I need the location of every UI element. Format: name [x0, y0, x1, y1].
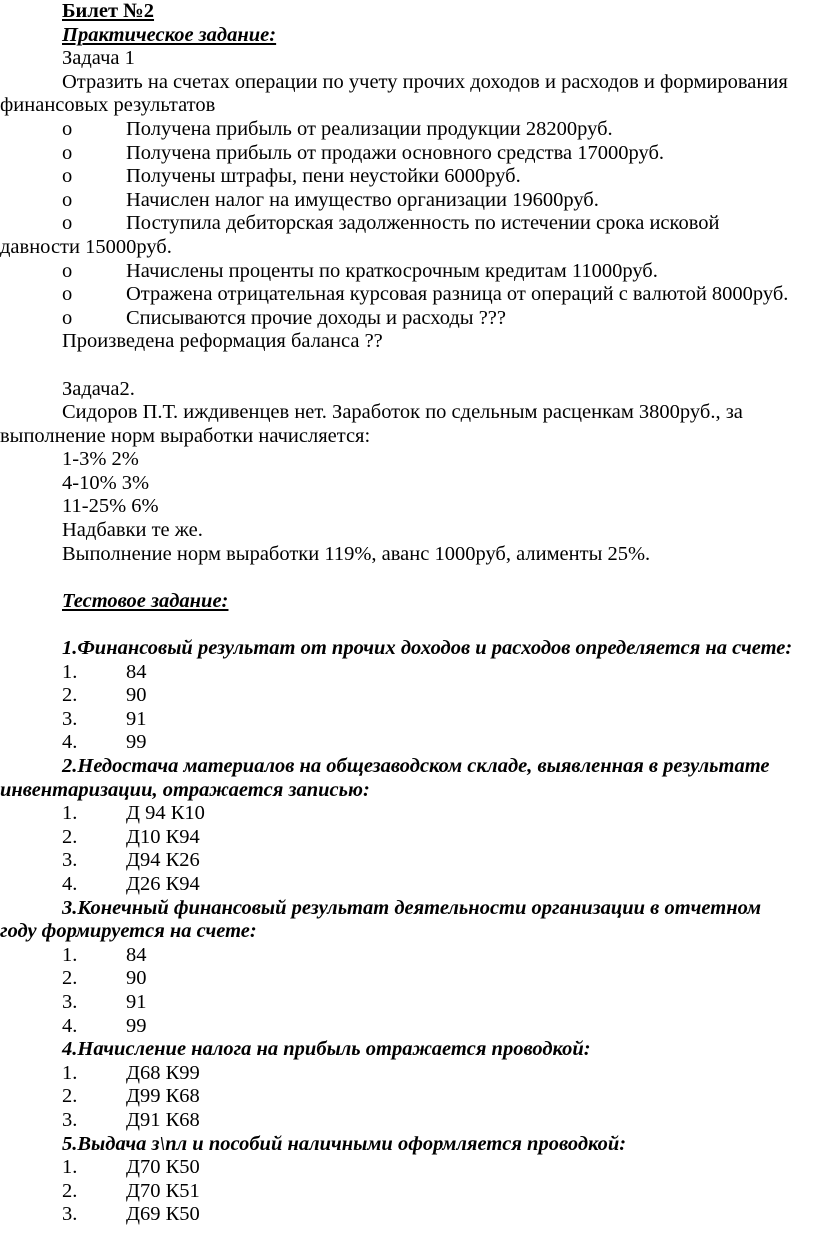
option-number: 1.: [62, 802, 78, 825]
option-text: 84: [126, 660, 147, 683]
option-number: 2.: [62, 825, 78, 848]
option-text: Д94 К26: [126, 849, 200, 872]
list-marker: o: [62, 212, 73, 235]
list-item-text: Начислены проценты по краткосрочным кредитам 11000руб.: [126, 259, 658, 282]
list-item-text: Получена прибыль от продажи основного средства 17000руб.: [126, 141, 665, 164]
task2-line-text: 1-3% 2%: [62, 448, 139, 471]
answer-option: [0, 873, 816, 897]
answer-option: [0, 1062, 816, 1086]
option-text: 91: [126, 990, 147, 1013]
question-text: [0, 1133, 816, 1157]
list-marker: o: [62, 141, 73, 164]
question-text-text: 2.Недостача материалов на общезаводском складе, выявленная в результате: [62, 755, 770, 777]
option-text: 99: [126, 1014, 147, 1037]
question-text: [0, 1038, 816, 1062]
practical-heading-text: Практическое задание:: [62, 23, 277, 46]
list-marker: o: [62, 306, 73, 329]
option-text: Д 94 К10: [126, 802, 205, 825]
list-marker: o: [62, 259, 73, 282]
option-text: Д69 К50: [126, 1203, 200, 1226]
option-text: Д70 К50: [126, 1156, 200, 1179]
question-text-text: 5.Выдача з\пл и пособий наличными оформляется проводкой:: [62, 1132, 627, 1155]
task2-line: [0, 495, 816, 519]
test-heading: [0, 590, 816, 614]
ticket-title-text: Билет №2: [62, 0, 155, 22]
task1-item: [0, 307, 816, 331]
option-text: Д99 К68: [126, 1085, 200, 1108]
task1-item: [0, 283, 816, 307]
option-number: 3.: [62, 1108, 78, 1131]
answer-option: [0, 661, 816, 685]
question-text: [0, 637, 816, 661]
option-number: 1.: [62, 660, 78, 683]
list-item-text: Поступила дебиторская задолженность по истечении срока исковой: [126, 212, 720, 235]
answer-option: [0, 1156, 816, 1180]
option-text: Д26 К94: [126, 872, 200, 895]
task1-item: [0, 189, 816, 213]
option-number: 2.: [62, 1085, 78, 1108]
task2-line-text: Выполнение норм выработки 119%, аванс 1000руб, алименты 25%.: [62, 542, 651, 565]
task1-closing-text: Произведена реформация баланса ??: [62, 330, 383, 353]
answer-option: [0, 944, 816, 968]
answer-option: [0, 1109, 816, 1133]
task1-intro-text: Отразить на счетах операции по учету прочих доходов и расходов и формирования: [62, 70, 788, 93]
option-text: 90: [126, 967, 147, 990]
blank-line: [0, 613, 816, 637]
option-text: Д10 К94: [126, 825, 200, 848]
task2-line-text: 11-25% 6%: [62, 495, 159, 518]
answer-option: [0, 967, 816, 991]
option-number: 2.: [62, 684, 78, 707]
list-marker: o: [62, 117, 73, 140]
option-text: Д70 К51: [126, 1179, 200, 1202]
task2-title-text: Задача2.: [62, 377, 135, 400]
blank-line: [0, 566, 816, 590]
task2-title: [0, 378, 816, 402]
task1-item: [0, 212, 816, 236]
option-number: 3.: [62, 1203, 78, 1226]
list-item-text: Отражена отрицательная курсовая разница от операций с валютой 8000руб.: [126, 283, 789, 306]
task2-intro: [0, 425, 816, 449]
answer-option: [0, 731, 816, 755]
task1-item: [0, 165, 816, 189]
answer-option: [0, 684, 816, 708]
option-number: 1.: [62, 1061, 78, 1084]
task2-intro-text: Сидоров П.Т. иждивенцев нет. Заработок по сдельным расценкам 3800руб., за: [62, 401, 743, 424]
question-text-text: 4.Начисление налога на прибыль отражается проводкой:: [62, 1038, 591, 1061]
question-text: [0, 755, 816, 779]
task2-intro-text: выполнение норм выработки начисляется:: [0, 424, 371, 447]
option-number: 4.: [62, 731, 78, 754]
task1-item: [0, 260, 816, 284]
task2-intro: [0, 401, 816, 425]
task2-line-text: 4-10% 3%: [62, 471, 150, 494]
question-text-text: инвентаризации, отражается записью:: [0, 778, 370, 801]
option-number: 1.: [62, 943, 78, 966]
list-item-text: Получены штрафы, пени неустойки 6000руб.: [126, 165, 521, 188]
task1-item-continuation-text: давности 15000руб.: [0, 235, 172, 258]
answer-option: [0, 991, 816, 1015]
question-text-text: 1.Финансовый результат от прочих доходов и расходов определяется на счете:: [62, 637, 793, 660]
task1-item-continuation: [0, 236, 816, 260]
task1-intro: [0, 71, 816, 95]
option-text: 99: [126, 731, 147, 754]
blank-line: [0, 354, 816, 378]
option-text: 91: [126, 707, 147, 730]
task2-line: [0, 472, 816, 496]
list-item-text: Получена прибыль от реализации продукции 28200руб.: [126, 117, 613, 140]
task1-closing: [0, 330, 816, 354]
list-item-text: Начислен налог на имущество организации 19600руб.: [126, 188, 599, 211]
option-number: 2.: [62, 1179, 78, 1202]
task2-line: [0, 448, 816, 472]
list-marker: o: [62, 165, 73, 188]
question-text: [0, 897, 816, 921]
question-text-text: 3.Конечный финансовый результат деятельности организации в отчетном: [62, 896, 762, 919]
option-number: 4.: [62, 1014, 78, 1037]
option-number: 3.: [62, 707, 78, 730]
task1-intro-text: финансовых результатов: [0, 94, 216, 117]
answer-option: [0, 1085, 816, 1109]
task2-line-text: Надбавки те же.: [62, 519, 203, 542]
option-text: 90: [126, 684, 147, 707]
answer-option: [0, 1015, 816, 1039]
answer-option: [0, 708, 816, 732]
task1-item: [0, 142, 816, 166]
option-number: 3.: [62, 990, 78, 1013]
task1-item: [0, 118, 816, 142]
answer-option: [0, 849, 816, 873]
option-text: 84: [126, 943, 147, 966]
question-text-text: году формируется на счете:: [0, 920, 257, 943]
option-text: Д91 К68: [126, 1108, 200, 1131]
option-number: 4.: [62, 872, 78, 895]
task1-title: [0, 47, 816, 71]
option-number: 2.: [62, 967, 78, 990]
answer-option: [0, 1203, 816, 1227]
ticket-title: [0, 0, 816, 24]
list-item-text: Списываются прочие доходы и расходы ???: [126, 306, 507, 329]
practical-heading: [0, 24, 816, 48]
question-text: [0, 920, 816, 944]
test-heading-text: Тестовое задание:: [62, 589, 229, 612]
option-number: 1.: [62, 1156, 78, 1179]
task1-title-text: Задача 1: [62, 47, 135, 70]
question-text: [0, 779, 816, 803]
answer-option: [0, 1180, 816, 1204]
task2-line: [0, 543, 816, 567]
list-marker: o: [62, 188, 73, 211]
task1-intro: [0, 94, 816, 118]
task2-line: [0, 519, 816, 543]
option-number: 3.: [62, 849, 78, 872]
answer-option: [0, 826, 816, 850]
answer-option: [0, 802, 816, 826]
list-marker: o: [62, 283, 73, 306]
option-text: Д68 К99: [126, 1061, 200, 1084]
